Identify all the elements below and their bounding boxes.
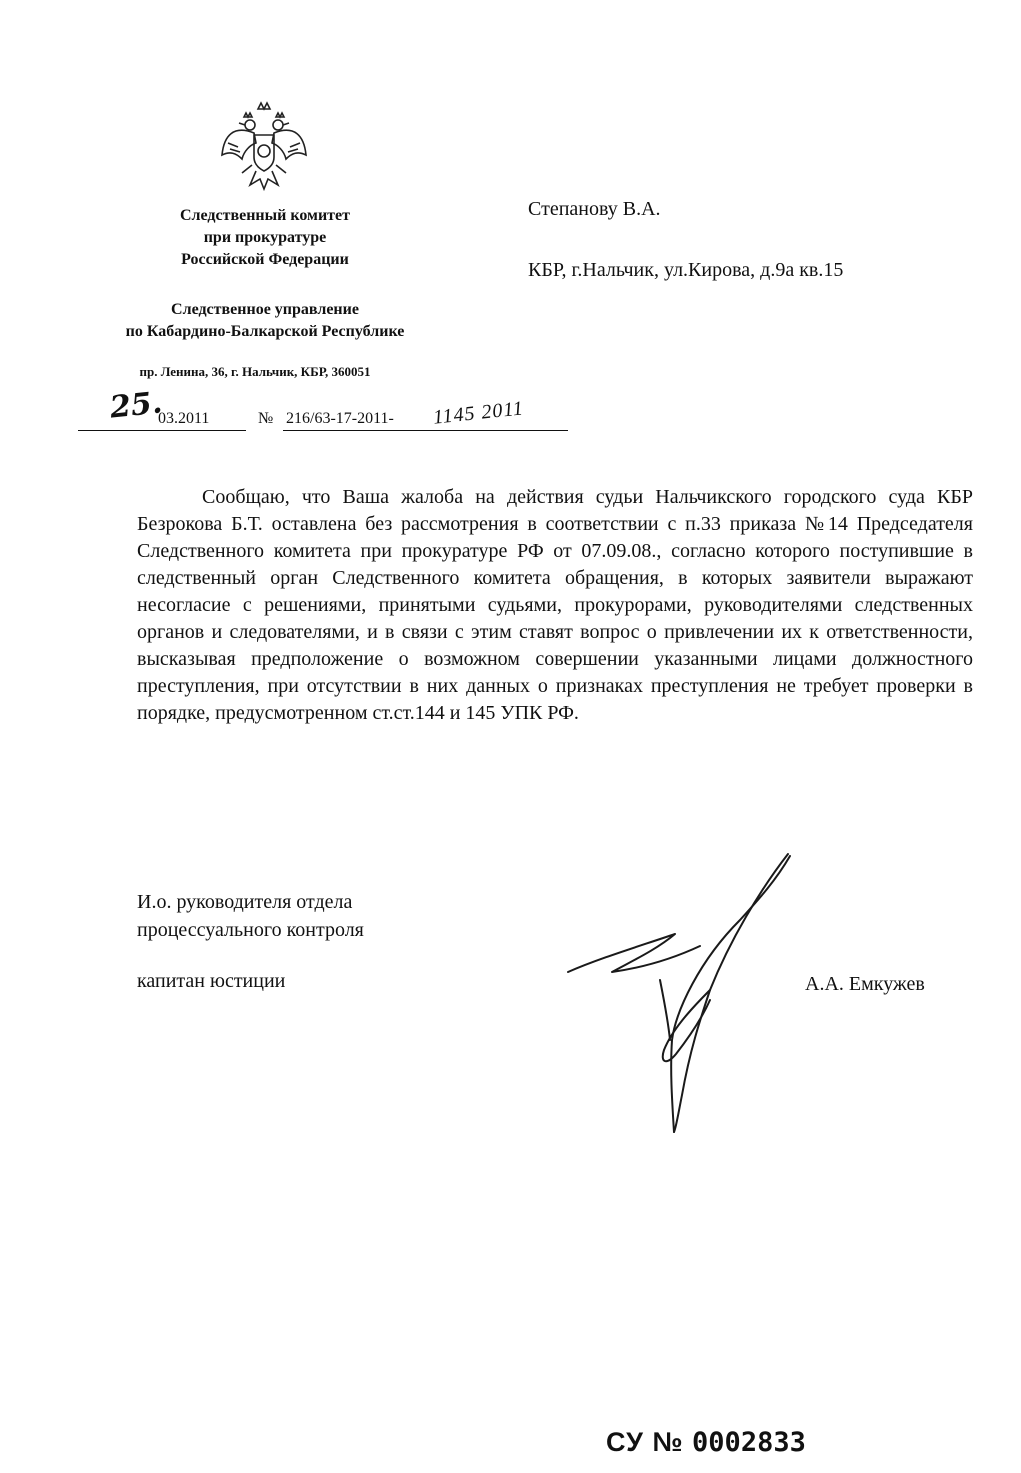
sender-department [60, 299, 470, 343]
number-sign: № [258, 410, 274, 427]
signatory-position-line: И.о. руководителя отдела [137, 891, 353, 913]
sender-committee [60, 205, 470, 271]
outgoing-number-handwritten: 1145 2011 [432, 397, 525, 429]
date-month-year: 03.2011 [158, 410, 210, 427]
form-serial-number [606, 1427, 806, 1458]
date-underline [78, 430, 246, 431]
serial-digits: 0002833 [692, 1427, 806, 1458]
sender-department-line: Следственное управление [171, 301, 359, 318]
outgoing-number: 216/63-17-2011- [286, 410, 394, 427]
coat-of-arms-icon [214, 95, 314, 195]
signatory-position-line: процессуального контроля [137, 919, 364, 941]
recipient-block [528, 198, 843, 282]
signatory-name: А.А. Емкужев [805, 973, 925, 995]
serial-prefix: СУ № [606, 1427, 693, 1457]
sender-committee-line: при прокуратуре [203, 229, 327, 246]
registration-line [78, 385, 578, 432]
sender-department-line: по Кабардино-Балкарской Республике [125, 323, 405, 340]
recipient-name: Степанову В.А. [528, 198, 661, 220]
recipient-address: КБР, г.Нальчик, ул.Кирова, д.9а кв.15 [528, 259, 844, 281]
sender-committee-line: Российской Федерации [181, 251, 349, 268]
number-underline [283, 430, 568, 431]
signatory-rank: капитан юстиции [137, 970, 286, 992]
letter-body: Сообщаю, что Ваша жалоба на действия судьи Нальчикского городского суда КБР Безрокова Б.Т. оставлена без рассмотрения в соответствии с п.33 приказа №14 Председателя Следственного комитета при прокуратуре РФ от 07.09.08., согласно которого поступившие в следственный орган Следственного комитета обращения, в которых заявители выражают несогласие с решениями, принятыми судьями, прокурорами, руководителями следственных органов и следователями, и в связи с этим ставят вопрос о привлечении их к ответственности, высказывая предположение о возможном совершении указанными лицами должностного преступления, при отсутствии в них данных о признаках преступления не требует проверки в порядке, предусмотренном ст.ст.144 и 145 УПК РФ. [137, 486, 973, 724]
sender-committee-line: Следственный комитет [179, 207, 350, 224]
signatory-position [137, 888, 364, 944]
sender-address: пр. Ленина, 36, г. Нальчик, КБР, 360051 [139, 364, 371, 379]
sender-organization [60, 205, 470, 343]
date-day-handwritten: 25. [108, 385, 164, 426]
handwritten-signature [560, 850, 800, 1135]
